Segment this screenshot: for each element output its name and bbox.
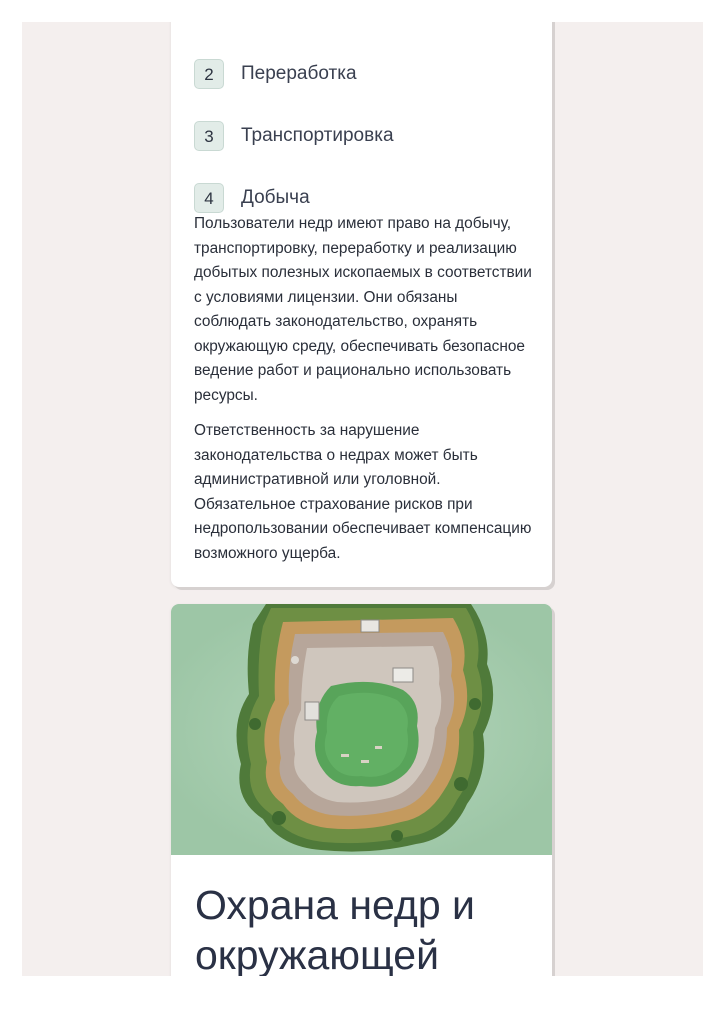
paragraph-rights: Пользователи недр имеют право на добычу, транспортировку, переработку и реализацию добытых полезных ископаемых в соответствии с условиями лицензии. Они обязаны соблюдать законодательство, охранять окружающую среду, обеспечивать безопасное ведение работ и рационально использовать ресурсы. bbox=[194, 215, 532, 404]
step-item bbox=[194, 59, 357, 89]
step-item bbox=[194, 121, 394, 151]
section-card bbox=[171, 604, 552, 976]
quarry-aerial-image bbox=[171, 604, 552, 855]
step-item bbox=[194, 183, 310, 213]
step-number-badge: 3 bbox=[194, 121, 224, 151]
section-title: Охрана недр и окружающей bbox=[195, 882, 475, 976]
step-label: Переработка bbox=[241, 63, 357, 84]
step-number-badge: 2 bbox=[194, 59, 224, 89]
page-background bbox=[22, 22, 703, 976]
step-number-badge: 4 bbox=[194, 183, 224, 213]
step-label: Транспортировка bbox=[241, 125, 394, 146]
step-label: Добыча bbox=[241, 187, 310, 208]
aerial-view-of-flooded-quarry-icon bbox=[171, 604, 552, 855]
content-card bbox=[171, 22, 552, 587]
paragraph-responsibility: Ответственность за нарушение законодательства о недрах может быть административной или уголовной. Обязательное страхование рисков при недропользовании обеспечивает компенсацию возможного ущерба. bbox=[194, 422, 532, 562]
